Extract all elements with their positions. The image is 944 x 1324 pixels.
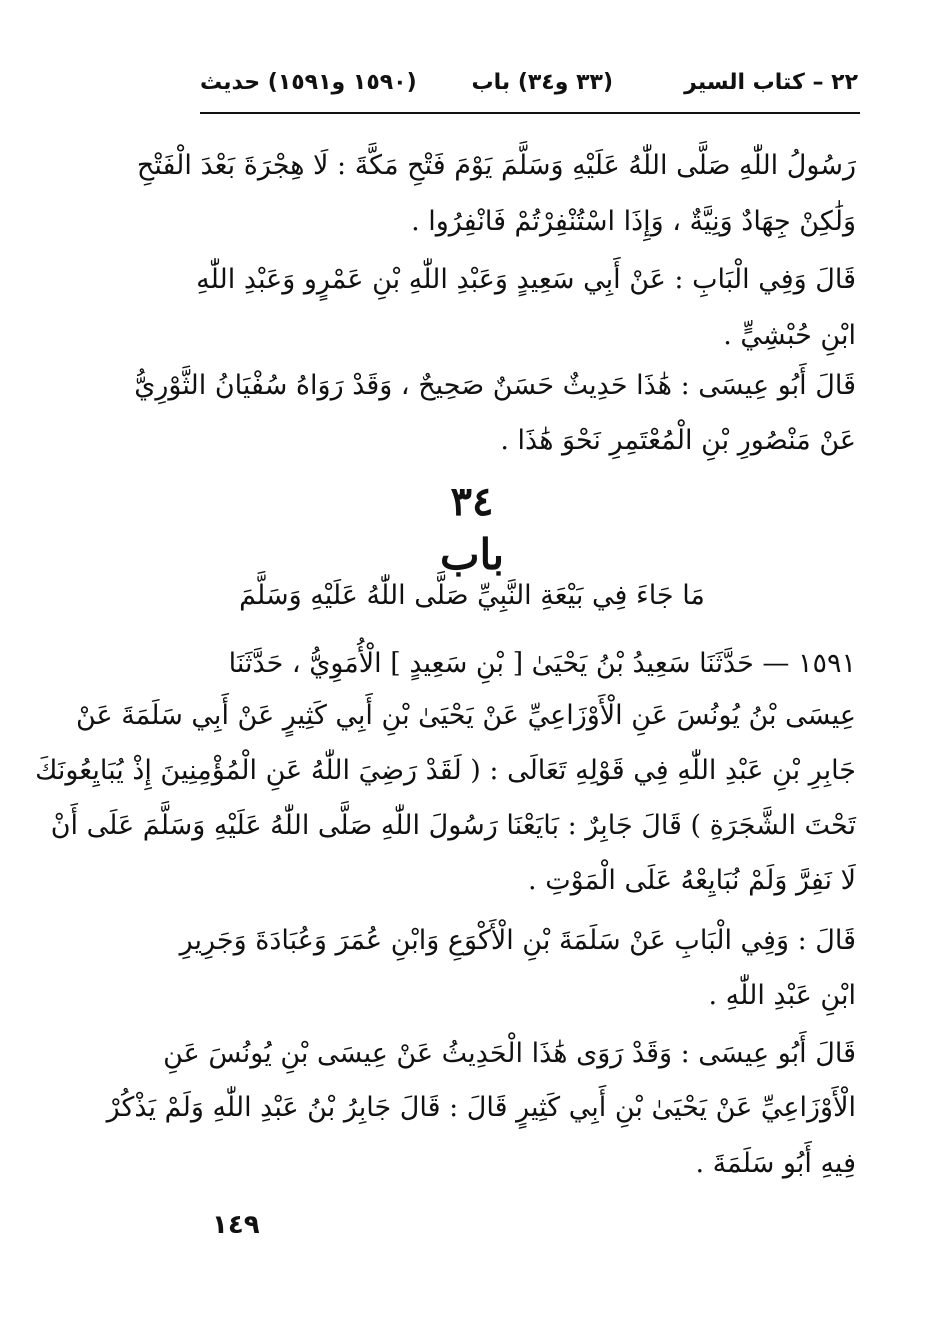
page-number: ١٤٩: [212, 1210, 260, 1240]
section-subtitle: مَا جَاءَ فِي بَيْعَةِ النَّبِيِّ صَلَّى اللّٰهُ عَلَيْهِ وَسَلَّمَ: [239, 580, 705, 611]
header-hadith-range: (١٥٩٠ و١٥٩١) حديث: [200, 70, 417, 95]
section-title: باب: [439, 530, 505, 579]
hadith-line: عِيسَى بْنُ يُونُسَ عَنِ الْأَوْزَاعِيِّ عَنْ يَحْيَىٰ بْنِ أَبِي كَثِيرٍ عَنْ أَبِي سَلَمَةَ عَنْ: [75, 700, 856, 731]
running-header: [200, 70, 858, 110]
text-line: الْأَوْزَاعِيِّ عَنْ يَحْيَىٰ بْنِ أَبِي كَثِيرٍ قَالَ : قَالَ جَابِرُ بْنُ عَبْدِ اللّٰهِ وَلَمْ يَذْكُرْ: [106, 1092, 856, 1123]
text-line: وَلَٰكِنْ جِهَادٌ وَنِيَّةٌ ، وَإِذَا اسْتُنْفِرْتُمْ فَانْفِرُوا .: [411, 206, 856, 237]
text-line: ابْنِ حُبْشِيٍّ .: [723, 320, 856, 351]
text-line: قَالَ وَفِي الْبَابِ : عَنْ أَبِي سَعِيدٍ وَعَبْدِ اللّٰهِ بْنِ عَمْرٍو وَعَبْدِ اللّٰهِ: [196, 264, 856, 295]
text-line: فِيهِ أَبُو سَلَمَةَ .: [695, 1148, 856, 1179]
section-number: ٣٤: [450, 478, 494, 525]
hadith-line: جَابِرِ بْنِ عَبْدِ اللّٰهِ فِي قَوْلِهِ تَعَالَى : ( لَقَدْ رَضِيَ اللّٰهُ عَنِ الْمُؤْمِنِينَ إِذْ يُبَايِعُونَكَ: [35, 755, 856, 786]
header-rule: [200, 112, 860, 114]
text-line: قَالَ أَبُو عِيسَى : وَقَدْ رَوَى هَٰذَا الْحَدِيثُ عَنْ عِيسَى بْنِ يُونُسَ عَنِ: [163, 1038, 856, 1069]
text-line: رَسُولُ اللّٰهِ صَلَّى اللّٰهُ عَلَيْهِ وَسَلَّمَ يَوْمَ فَتْحِ مَكَّةَ : لَا هِجْرَةَ بَعْدَ الْفَتْحِ: [136, 150, 856, 181]
hadith-line: ١٥٩١ — حَدَّثَنَا سَعِيدُ بْنُ يَحْيَىٰ [ بْنِ سَعِيدٍ ] الْأُمَوِيُّ ، حَدَّثَنَا: [228, 648, 856, 679]
header-section: (٣٣ و٣٤) باب: [471, 70, 613, 95]
header-book-title: ٢٢ – كتاب السير: [684, 70, 858, 95]
text-line: قَالَ : وَفِي الْبَابِ عَنْ سَلَمَةَ بْنِ الْأَكْوَعِ وَابْنِ عُمَرَ وَعُبَادَةَ وَجَرِيرِ: [179, 925, 856, 956]
text-line: قَالَ أَبُو عِيسَى : هَٰذَا حَدِيثٌ حَسَنٌ صَحِيحٌ ، وَقَدْ رَوَاهُ سُفْيَانُ الثَّوْرِيُّ: [134, 370, 856, 401]
hadith-line: لَا نَفِرَّ وَلَمْ نُبَايِعْهُ عَلَى الْمَوْتِ .: [528, 865, 856, 896]
text-line: عَنْ مَنْصُورِ بْنِ الْمُعْتَمِرِ نَحْوَ هَٰذَا .: [500, 425, 856, 456]
text-line: ابْنِ عَبْدِ اللّٰهِ .: [708, 980, 856, 1011]
hadith-line: تَحْتَ الشَّجَرَةِ ) قَالَ جَابِرٌ : بَايَعْنَا رَسُولَ اللّٰهِ صَلَّى اللّٰهُ عَلَيْهِ وَسَلَّمَ عَلَى أَنْ: [50, 810, 856, 841]
